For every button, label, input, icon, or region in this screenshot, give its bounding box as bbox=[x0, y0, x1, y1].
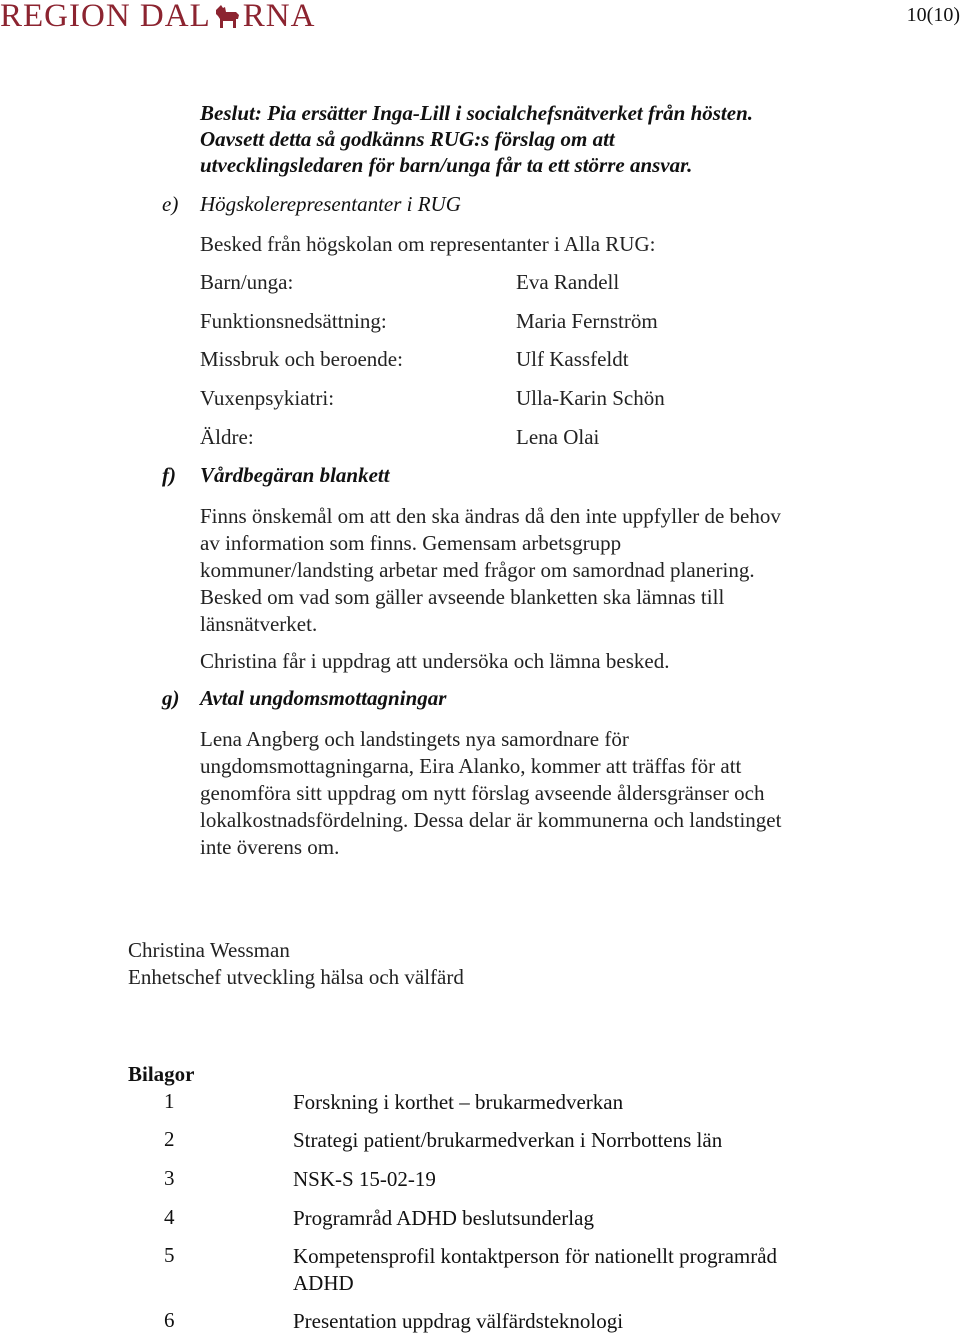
section-g-title: Avtal ungdomsmottagningar bbox=[200, 686, 447, 710]
rep-name: Ulf Kassfeldt bbox=[516, 347, 629, 371]
rep-name: Lena Olai bbox=[516, 425, 600, 449]
rep-name: Eva Randell bbox=[516, 270, 620, 294]
decision-line: utvecklingsledaren för barn/unga får ta ett större ansvar. bbox=[200, 153, 693, 177]
section-f-paragraph bbox=[200, 503, 781, 638]
attachment-number: 4 bbox=[164, 1205, 175, 1229]
paragraph-line: kommuner/landsting arbetar med frågor om samordnad planering. bbox=[200, 558, 755, 582]
signature-block bbox=[128, 937, 464, 991]
paragraph-line: Finns önskemål om att den ska ändras då den inte uppfyller de behov bbox=[200, 504, 781, 528]
rep-role: Vuxenpsykiatri: bbox=[200, 386, 335, 410]
section-f-letter: f) bbox=[162, 463, 176, 487]
signature-title: Enhetschef utveckling hälsa och välfärd bbox=[128, 965, 464, 989]
section-f-title: Vårdbegäran blankett bbox=[200, 463, 390, 487]
rep-role: Äldre: bbox=[200, 425, 254, 449]
section-e-letter: e) bbox=[162, 192, 179, 216]
logo-text-left: REGION DAL bbox=[0, 0, 211, 34]
section-g-letter: g) bbox=[162, 686, 180, 710]
attachment-title-line: Kompetensprofil kontaktperson för nationellt programråd bbox=[293, 1244, 778, 1268]
rep-name: Maria Fernström bbox=[516, 309, 658, 333]
paragraph-line: länsnätverket. bbox=[200, 612, 318, 636]
paragraph-line: inte överens om. bbox=[200, 835, 340, 859]
attachment-title: Presentation uppdrag välfärdsteknologi bbox=[293, 1309, 624, 1333]
section-g-paragraph bbox=[200, 726, 781, 861]
rep-role: Barn/unga: bbox=[200, 270, 294, 294]
decision-line: Oavsett detta så godkänns RUG:s förslag om att bbox=[200, 127, 615, 151]
attachment-number: 6 bbox=[164, 1308, 175, 1332]
rep-role: Funktionsnedsättning: bbox=[200, 309, 387, 333]
attachment-title bbox=[293, 1243, 777, 1297]
attachment-title: Strategi patient/brukarmedverkan i Norrbottens län bbox=[293, 1128, 723, 1152]
attachment-title: NSK-S 15-02-19 bbox=[293, 1167, 436, 1191]
dala-horse-icon bbox=[212, 1, 242, 31]
attachment-title: Forskning i korthet – brukarmedverkan bbox=[293, 1090, 624, 1114]
page-number: 10(10) bbox=[906, 4, 960, 26]
page-header bbox=[0, 0, 960, 40]
paragraph-line: lokalkostnadsfördelning. Dessa delar är kommunerna och landstinget bbox=[200, 808, 782, 832]
paragraph-line: av information som finns. Gemensam arbetsgrupp bbox=[200, 531, 622, 555]
attachments-heading: Bilagor bbox=[128, 1062, 195, 1086]
signature-name: Christina Wessman bbox=[128, 938, 290, 962]
logo-text-right: RNA bbox=[242, 0, 316, 34]
attachment-number: 3 bbox=[164, 1166, 175, 1190]
section-e-title: Högskolerepresentanter i RUG bbox=[200, 192, 461, 216]
attachment-number: 2 bbox=[164, 1127, 175, 1151]
attachment-number: 1 bbox=[164, 1089, 175, 1113]
decision-block bbox=[200, 100, 753, 178]
decision-line: Beslut: Pia ersätter Inga-Lill i socialchefsnätverket från hösten. bbox=[200, 101, 754, 125]
paragraph-line: Besked om vad som gäller avseende blanketten ska lämnas till bbox=[200, 585, 725, 609]
paragraph-line: Lena Angberg och landstingets nya samordnare för bbox=[200, 727, 629, 751]
attachment-title-line: ADHD bbox=[293, 1271, 354, 1295]
section-f-action: Christina får i uppdrag att undersöka och lämna besked. bbox=[200, 649, 670, 673]
region-dalarna-logo bbox=[0, 0, 315, 36]
attachment-title: Programråd ADHD beslutsunderlag bbox=[293, 1206, 594, 1230]
rep-role: Missbruk och beroende: bbox=[200, 347, 403, 371]
paragraph-line: genomföra sitt uppdrag om nytt förslag avseende åldersgränser och bbox=[200, 781, 765, 805]
rep-name: Ulla-Karin Schön bbox=[516, 386, 665, 410]
paragraph-line: ungdomsmottagningarna, Eira Alanko, kommer att träffas för att bbox=[200, 754, 742, 778]
attachment-number: 5 bbox=[164, 1243, 175, 1267]
section-e-intro: Besked från högskolan om representanter i Alla RUG: bbox=[200, 232, 656, 256]
